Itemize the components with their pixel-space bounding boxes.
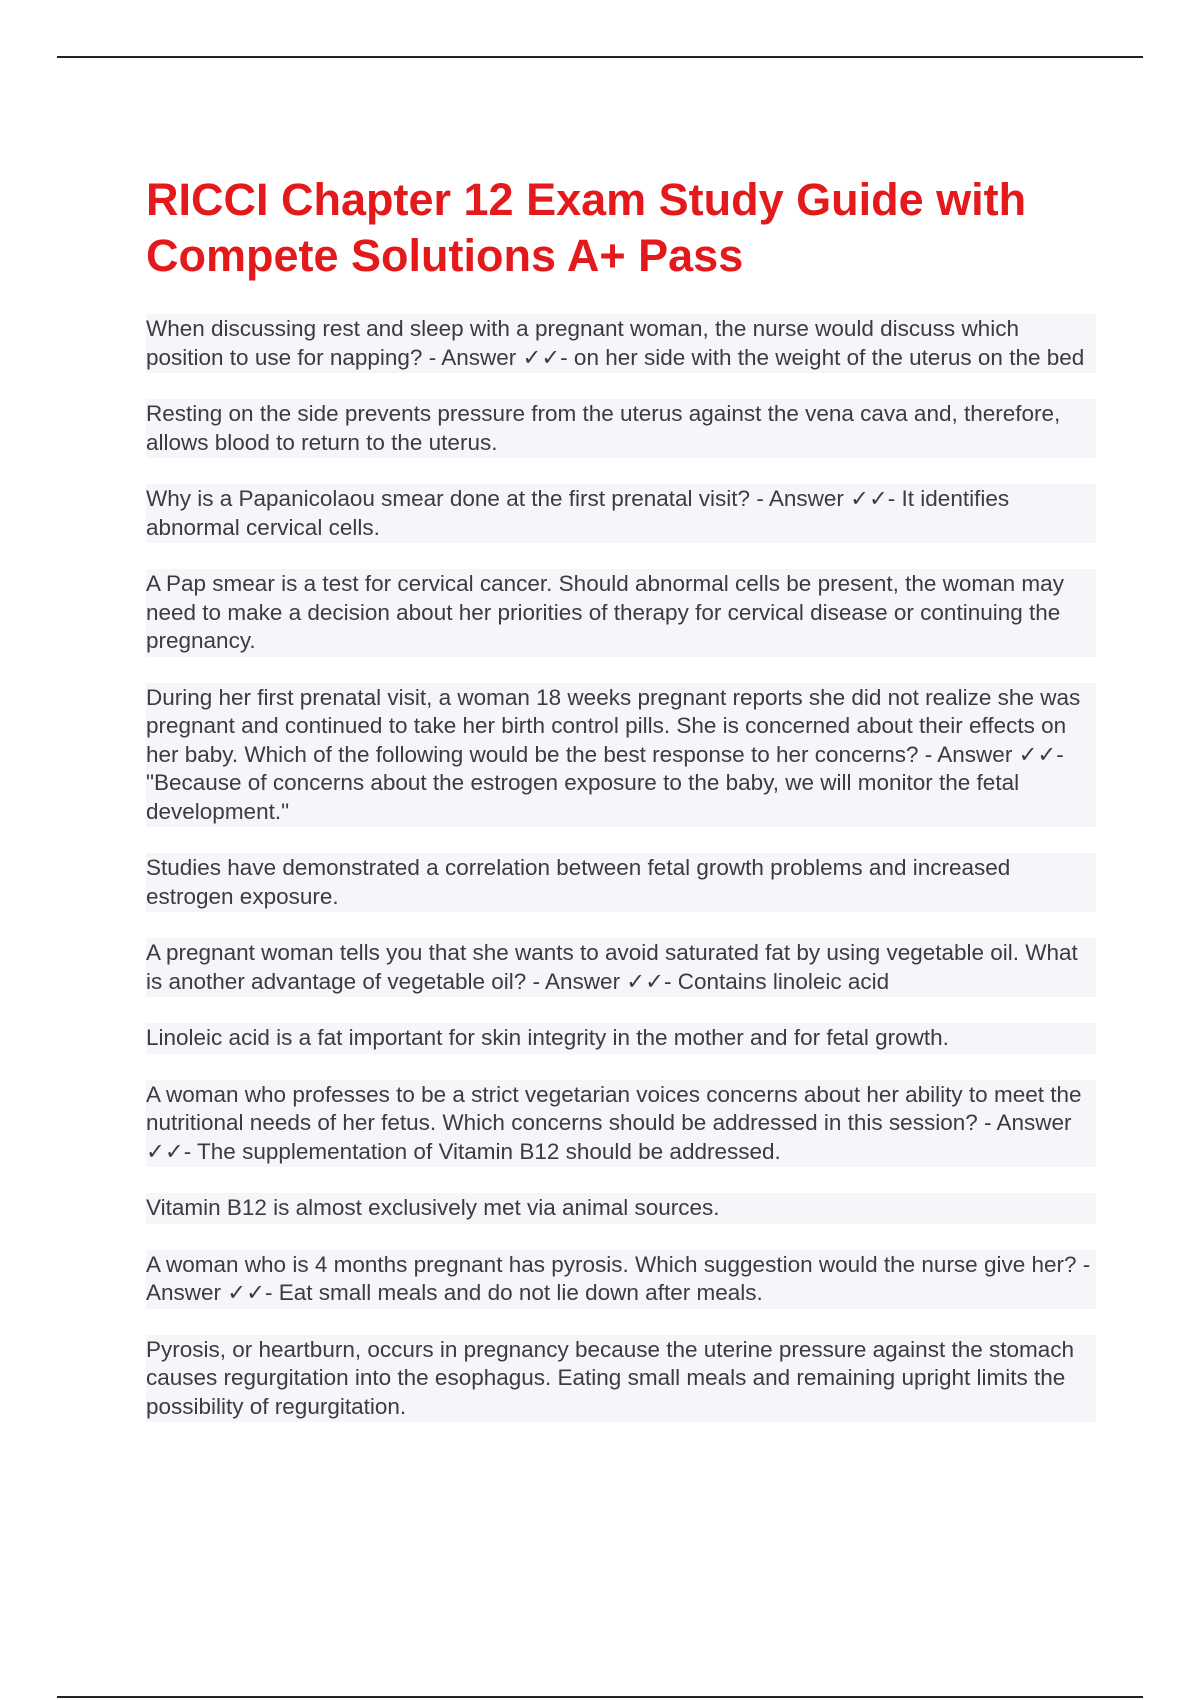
top-divider [57,56,1143,58]
paragraph-qa-5-question: A woman who professes to be a strict vegetarian voices concerns about her ability to meet the nutritional needs of her fetus. Which concerns should be addressed in this session? - Answer ✓✓- The supplementation of Vitamin B12 should be addressed. [146,1080,1096,1168]
paragraph-qa-1-question: When discussing rest and sleep with a pregnant woman, the nurse would discuss which position to use for napping? - Answer ✓✓- on her side with the weight of the uterus on the bed [146,314,1096,373]
paragraph-qa-4-question: A pregnant woman tells you that she wants to avoid saturated fat by using vegetable oil. What is another advantage of vegetable oil? - Answer ✓✓- Contains linoleic acid [146,938,1096,997]
paragraph-qa-6-rationale: Pyrosis, or heartburn, occurs in pregnancy because the uterine pressure against the stomach causes regurgitation into the esophagus. Eating small meals and remaining upright limits the possibility of regurgitation. [146,1335,1096,1423]
paragraph-qa-4-rationale: Linoleic acid is a fat important for skin integrity in the mother and for fetal growth. [146,1023,1096,1054]
paragraph-qa-2-rationale: A Pap smear is a test for cervical cancer. Should abnormal cells be present, the woman may need to make a decision about her priorities of therapy for cervical disease or continuing the pregnancy. [146,569,1096,657]
document-body [146,172,1096,1448]
bottom-divider [57,1696,1143,1698]
paragraph-qa-1-rationale: Resting on the side prevents pressure from the uterus against the vena cava and, therefore, allows blood to return to the uterus. [146,399,1096,458]
paragraph-qa-5-rationale: Vitamin B12 is almost exclusively met via animal sources. [146,1193,1096,1224]
paragraph-qa-3-rationale: Studies have demonstrated a correlation between fetal growth problems and increased estrogen exposure. [146,853,1096,912]
paragraph-qa-3-question: During her first prenatal visit, a woman 18 weeks pregnant reports she did not realize she was pregnant and continued to take her birth control pills. She is concerned about their effects on her baby. Which of the following would be the best response to her concerns? - Answer ✓✓- "Because of concerns about the estrogen exposure to the baby, we will monitor the fetal development." [146,683,1096,828]
paragraph-qa-2-question: Why is a Papanicolaou smear done at the first prenatal visit? - Answer ✓✓- It identifies abnormal cervical cells. [146,484,1096,543]
paragraph-qa-6-question: A woman who is 4 months pregnant has pyrosis. Which suggestion would the nurse give her? - Answer ✓✓- Eat small meals and do not lie down after meals. [146,1250,1096,1309]
document-title: RICCI Chapter 12 Exam Study Guide with Compete Solutions A+ Pass [146,174,1027,281]
